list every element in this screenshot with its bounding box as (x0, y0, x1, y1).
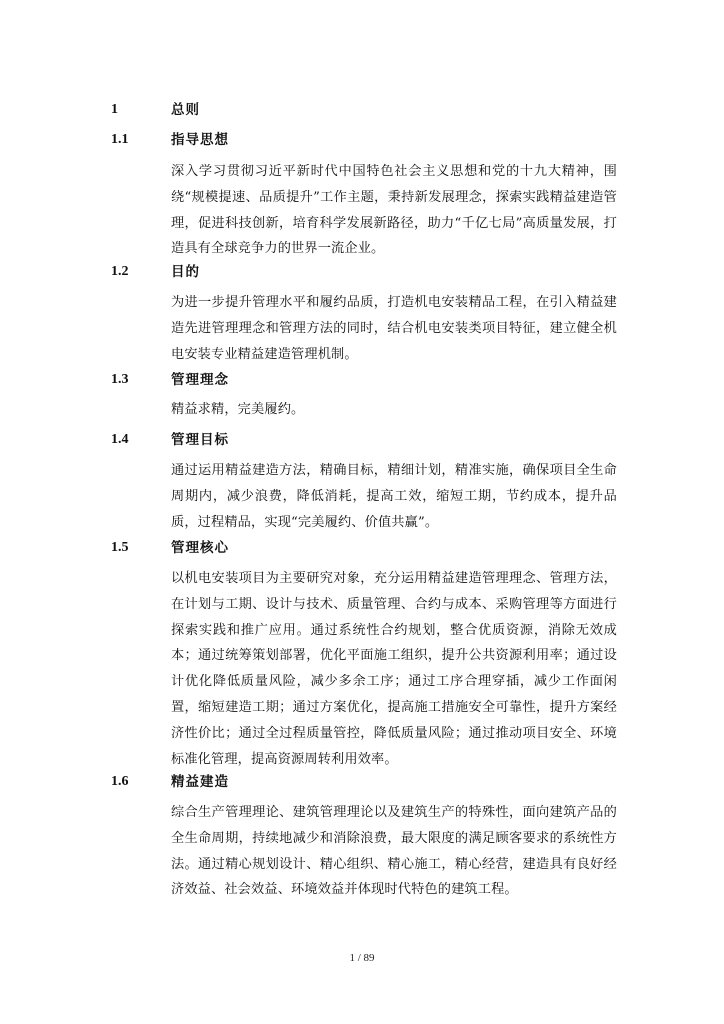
section-body-1-1: 深入学习贯彻习近平新时代中国特色社会主义思想和党的十九大精神，围绕“规模提速、品质提升”工作主题，秉持新发展理念，探索实践精益建造管理，促进科技创新，培育科学发展新路径，助力“千亿七局”高质量发展，打造具有全球竞争力的世界一流企业。 (171, 164, 617, 257)
section-number: 1.4 (111, 432, 129, 447)
section-heading-1-4 (0, 430, 724, 454)
section-heading-1-1 (0, 130, 724, 154)
section-body-1-2: 为进一步提升管理水平和履约品质，打造机电安装精品工程，在引入精益建造先进管理理念和管理方法的同时，结合机电安装类项目特征，建立健全机电安装专业精益建造管理机制。 (171, 295, 617, 362)
section-body-1-5: 以机电安装项目为主要研究对象，充分运用精益建造管理理念、管理方法，在计划与工期、设计与技术、质量管理、合约与成本、采购管理等方面进行探索实践和推广应用。通过系统性合约规划，整合优质资源，消除无效成本；通过统筹策划部署，优化平面施工组织，提升公共资源利用率；通过设计优化降低质量风险，减少多余工序；通过工序合理穿插，减少工作面闲置，缩短建造工期；通过方案优化，提高施工措施安全可靠性，提升方案经济性价比；通过全过程质量管控，降低质量风险；通过推动项目安全、环境标准化管理，提高资源周转利用效率。 (171, 571, 617, 767)
section-heading-1-6 (0, 772, 724, 796)
section-body-1-3: 精益求精，完美履约。 (171, 402, 305, 417)
section-body-1-4: 通过运用精益建造方法，精确目标，精细计划，精准实施，确保项目全生命周期内，减少浪费，降低消耗，提高工效，缩短工期，节约成本，提升品质，过程精品，实现“完美履约、价值共赢”。 (171, 463, 617, 530)
section-heading-1 (0, 100, 724, 124)
section-title: 管理理念 (171, 372, 229, 388)
section-number: 1.2 (111, 264, 129, 279)
page-number: 1 / 89 (349, 952, 375, 964)
section-number: 1.5 (111, 540, 129, 555)
section-number: 1.1 (111, 132, 129, 147)
section-title: 指导思想 (171, 132, 229, 148)
section-heading-1-2 (0, 262, 724, 286)
section-number: 1.3 (111, 372, 129, 387)
section-heading-1-5 (0, 538, 724, 562)
section-heading-1-3 (0, 370, 724, 394)
section-title: 管理核心 (171, 540, 229, 556)
section-title: 目的 (171, 264, 200, 280)
section-title: 精益建造 (171, 774, 229, 790)
section-number: 1.6 (111, 774, 129, 789)
section-title: 管理目标 (171, 432, 229, 448)
section-title: 总则 (171, 102, 200, 118)
section-number: 1 (111, 102, 118, 117)
section-body-1-6: 综合生产管理理论、建筑管理理论以及建筑生产的特殊性，面向建筑产品的全生命周期，持续地减少和消除浪费，最大限度的满足顾客要求的系统性方法。通过精心规划设计、精心组织、精心施工，精心经营，建造具有良好经济效益、社会效益、环境效益并体现时代特色的建筑工程。 (171, 805, 617, 898)
